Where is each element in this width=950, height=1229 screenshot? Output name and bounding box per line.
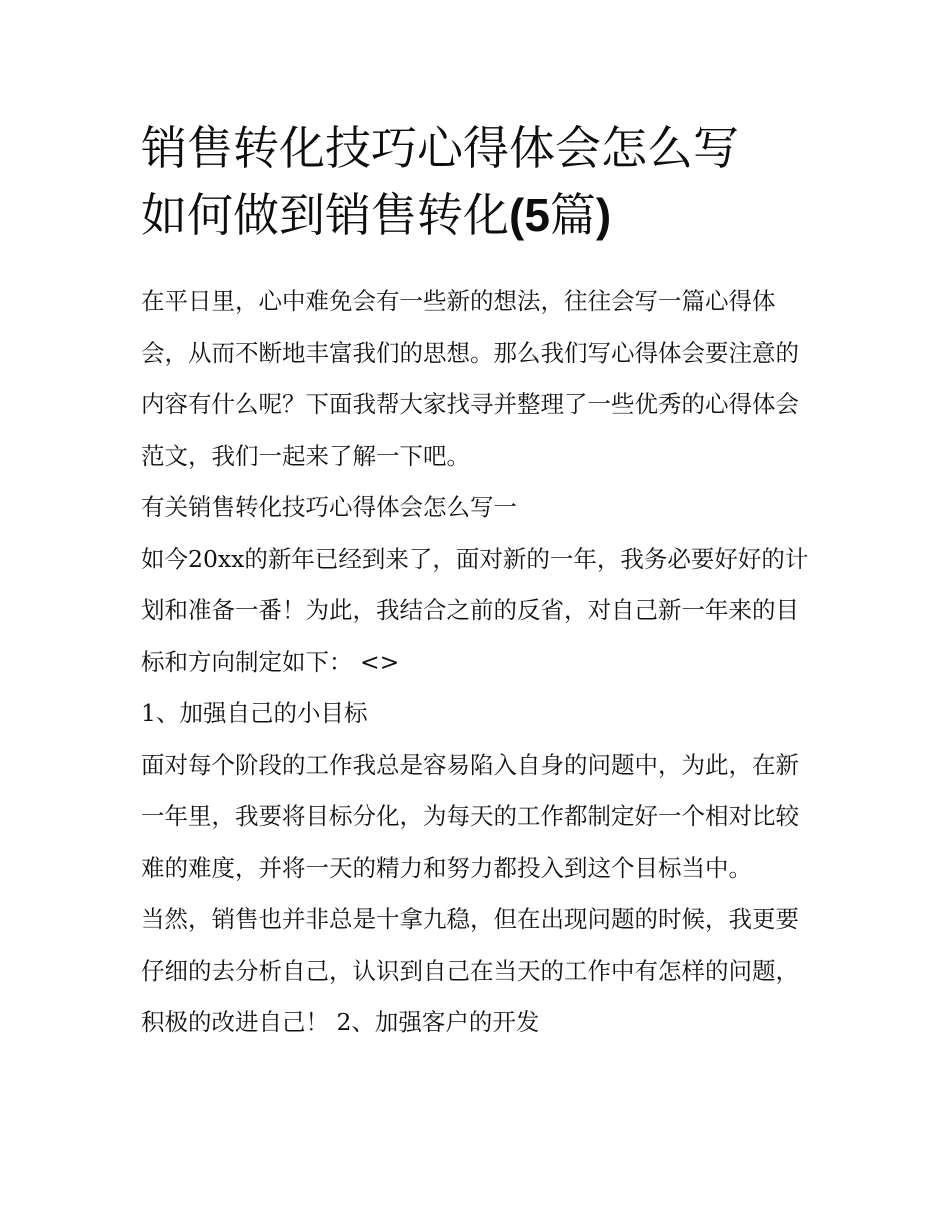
body-paragraph: 如今20xx的新年已经到来了，面对新的一年，我务必要好好的计划和准备一番！为此，我结合之前的反省，对自己新一年来的目标和方向制定如下： <> [141, 544, 809, 676]
title-line-2-prefix: 如何做到销售转化 [141, 188, 509, 242]
body-paragraph: 面对每个阶段的工作我总是容易陷入自身的问题中，为此，在新一年里，我要将目标分化，为每天的工作都制定好一个相对比较难的难度，并将一天的精力和努力都投入到这个目标当中。 [141, 750, 799, 882]
title-count-unit: 篇 [549, 188, 596, 242]
title-count-open: (5 [509, 189, 550, 241]
document-title [141, 115, 841, 249]
section-heading: 有关销售转化技巧心得体会怎么写一 [141, 493, 517, 521]
document-body [141, 276, 813, 1049]
intro-paragraph: 在平日里，心中难免会有一些新的想法，往往会写一篇心得体会，从而不断地丰富我们的思想。那么我们写心得体会要注意的内容有什么呢？下面我帮大家找寻并整理了一些优秀的心得体会范文，我们一起来了解一下吧。 [141, 287, 799, 470]
list-item-heading: 1、加强自己的小目标 [141, 699, 368, 727]
body-paragraph: 当然，销售也并非总是十拿九稳，但在出现问题的时候，我更要仔细的去分析自己，认识到自己在当天的工作中有怎样的问题，积极的改进自己！ 2、加强客户的开发 [141, 905, 799, 1036]
title-count-close: ) [595, 189, 612, 241]
title-line-1: 销售转化技巧心得体会怎么写 [141, 121, 739, 175]
